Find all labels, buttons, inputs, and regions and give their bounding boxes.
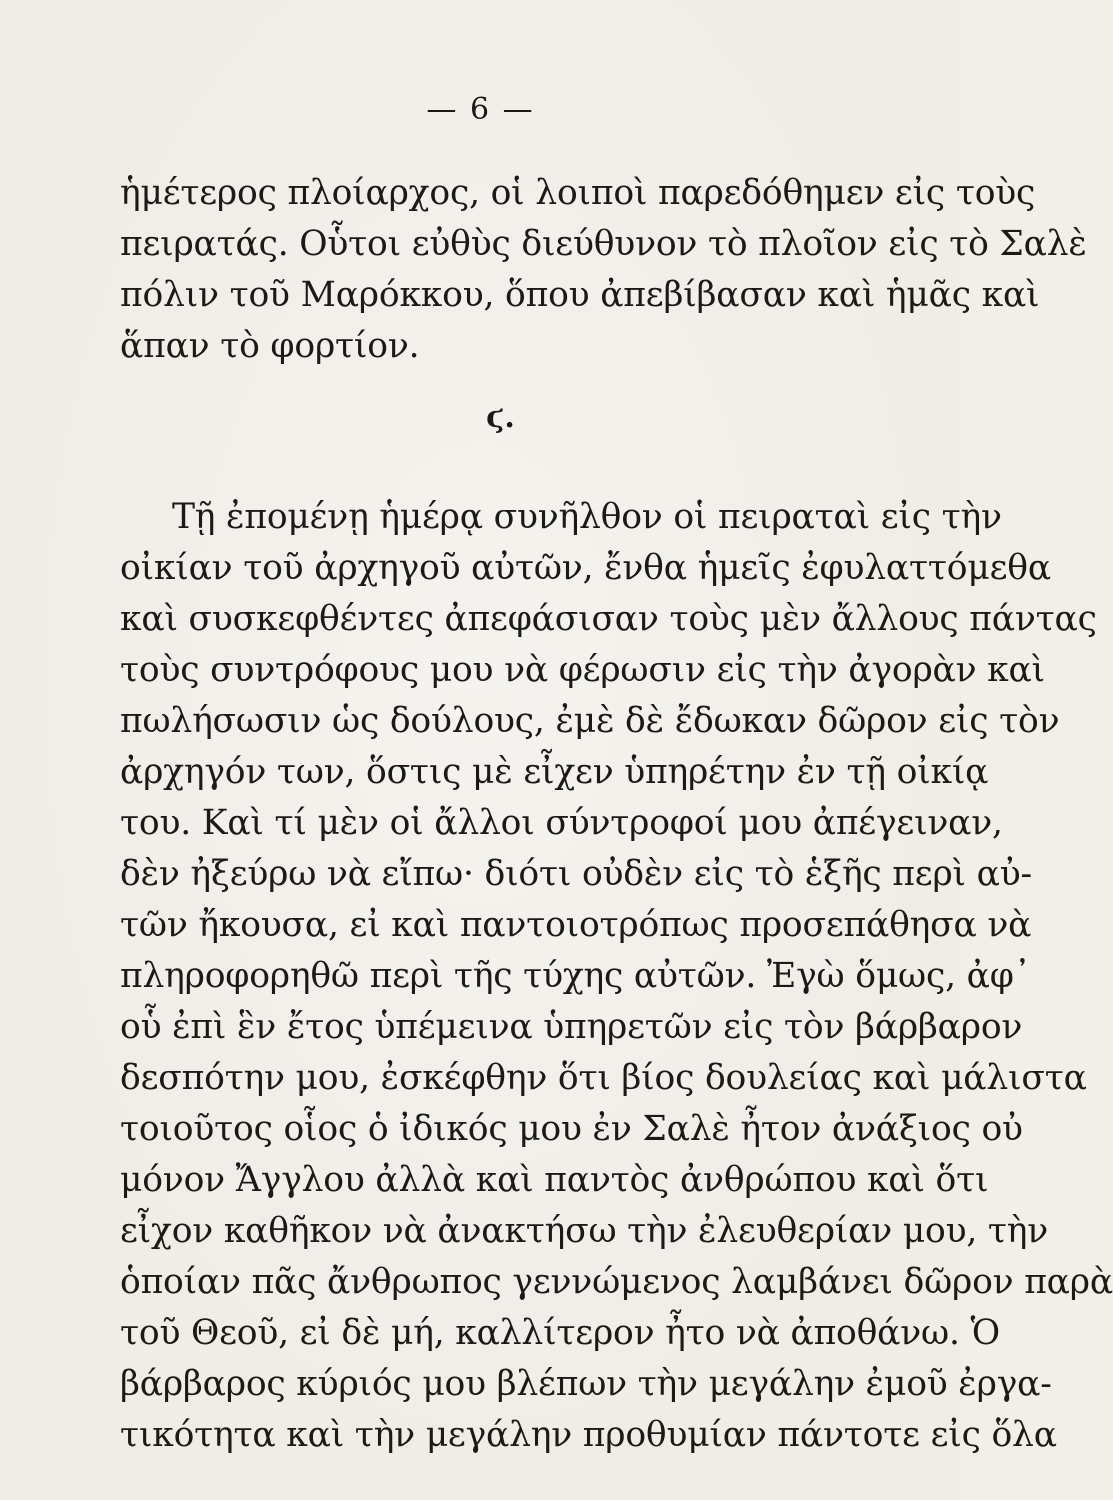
text-line: οὗ ἐπὶ ἓν ἔτος ὑπέμεινα ὑπηρετῶν εἰς τὸν βάρβαρον <box>120 1007 1023 1047</box>
paragraph-1 <box>120 168 1087 372</box>
text-line: τοὺς συντρόφους μου νὰ φέρωσιν εἰς τὴν ἀγορὰν καὶ <box>120 650 1045 690</box>
text-line: οἰκίαν τοῦ ἀρχηγοῦ αὐτῶν, ἔνθα ἡμεῖς ἐφυλαττόμεθα <box>120 548 1051 588</box>
page-number: — 6 — <box>426 92 535 127</box>
text-line: καὶ συσκεφθέντες ἀπεφάσισαν τοὺς μὲν ἄλλους πάντας <box>120 599 1097 639</box>
text-line: δεσπότην μου, ἐσκέφθην ὅτι βίος δουλείας καὶ μάλιστα <box>120 1058 1087 1098</box>
paragraph-2 <box>120 492 1113 1461</box>
text-line: ἀρχηγόν των, ὅστις μὲ εἶχεν ὑπηρέτην ἐν τῇ οἰκίᾳ <box>120 752 989 792</box>
text-line: πειρατάς. Οὗτοι εὐθὺς διεύθυνον τὸ πλοῖον εἰς τὸ Σαλὲ <box>120 224 1087 264</box>
text-line: δὲν ἠξεύρω νὰ εἴπω· διότι οὐδὲν εἰς τὸ ἑξῆς περὶ αὐ- <box>120 854 1032 894</box>
text-line: πωλήσωσιν ὡς δούλους, ἐμὲ δὲ ἔδωκαν δῶρον εἰς τὸν <box>120 701 1060 741</box>
text-line: πόλιν τοῦ Μαρόκκου, ὅπου ἀπεβίβασαν καὶ ἡμᾶς καὶ <box>120 275 1040 315</box>
text-line: Τῇ ἐπομένῃ ἡμέρᾳ συνῆλθον οἱ πειραταὶ εἰς τὴν <box>172 497 1002 537</box>
section-number: ϛ. <box>486 400 515 435</box>
text-line: τοῦ Θεοῦ, εἰ δὲ μή, καλλίτερον ἦτο νὰ ἀποθάνω. Ὁ <box>120 1313 1000 1353</box>
text-line: τικότητα καὶ τὴν μεγάλην προθυμίαν πάντοτε εἰς ὅλα <box>120 1415 1057 1455</box>
text-line: τοιοῦτος οἷος ὁ ἰδικός μου ἐν Σαλὲ ἦτον ἀνάξιος οὐ <box>120 1109 1023 1149</box>
text-line: ὁποίαν πᾶς ἄνθρωπος γεννώμενος λαμβάνει δῶρον παρὰ <box>120 1262 1113 1302</box>
text-line: εἶχον καθῆκον νὰ ἀνακτήσω τὴν ἐλευθερίαν μου, τὴν <box>120 1211 1049 1251</box>
text-line: πληροφορηθῶ περὶ τῆς τύχης αὐτῶν. Ἐγὼ ὅμως, ἀφ᾽ <box>120 956 1031 996</box>
text-line: του. Καὶ τί μὲν οἱ ἄλλοι σύντροφοί μου ἀπέγειναν, <box>120 803 1003 843</box>
text-line: βάρβαρος κύριός μου βλέπων τὴν μεγάλην ἐμοῦ ἐργα- <box>120 1364 1052 1404</box>
text-line: μόνον Ἄγγλου ἀλλὰ καὶ παντὸς ἀνθρώπου καὶ ὅτι <box>120 1160 989 1200</box>
text-line: ἅπαν τὸ φορτίον. <box>120 326 420 366</box>
text-line: τῶν ἤκουσα, εἰ καὶ παντοιοτρόπως προσεπάθησα νὰ <box>120 905 1032 945</box>
text-line: ἡμέτερος πλοίαρχος, οἱ λοιποὶ παρεδόθημεν εἰς τοὺς <box>120 173 1036 213</box>
